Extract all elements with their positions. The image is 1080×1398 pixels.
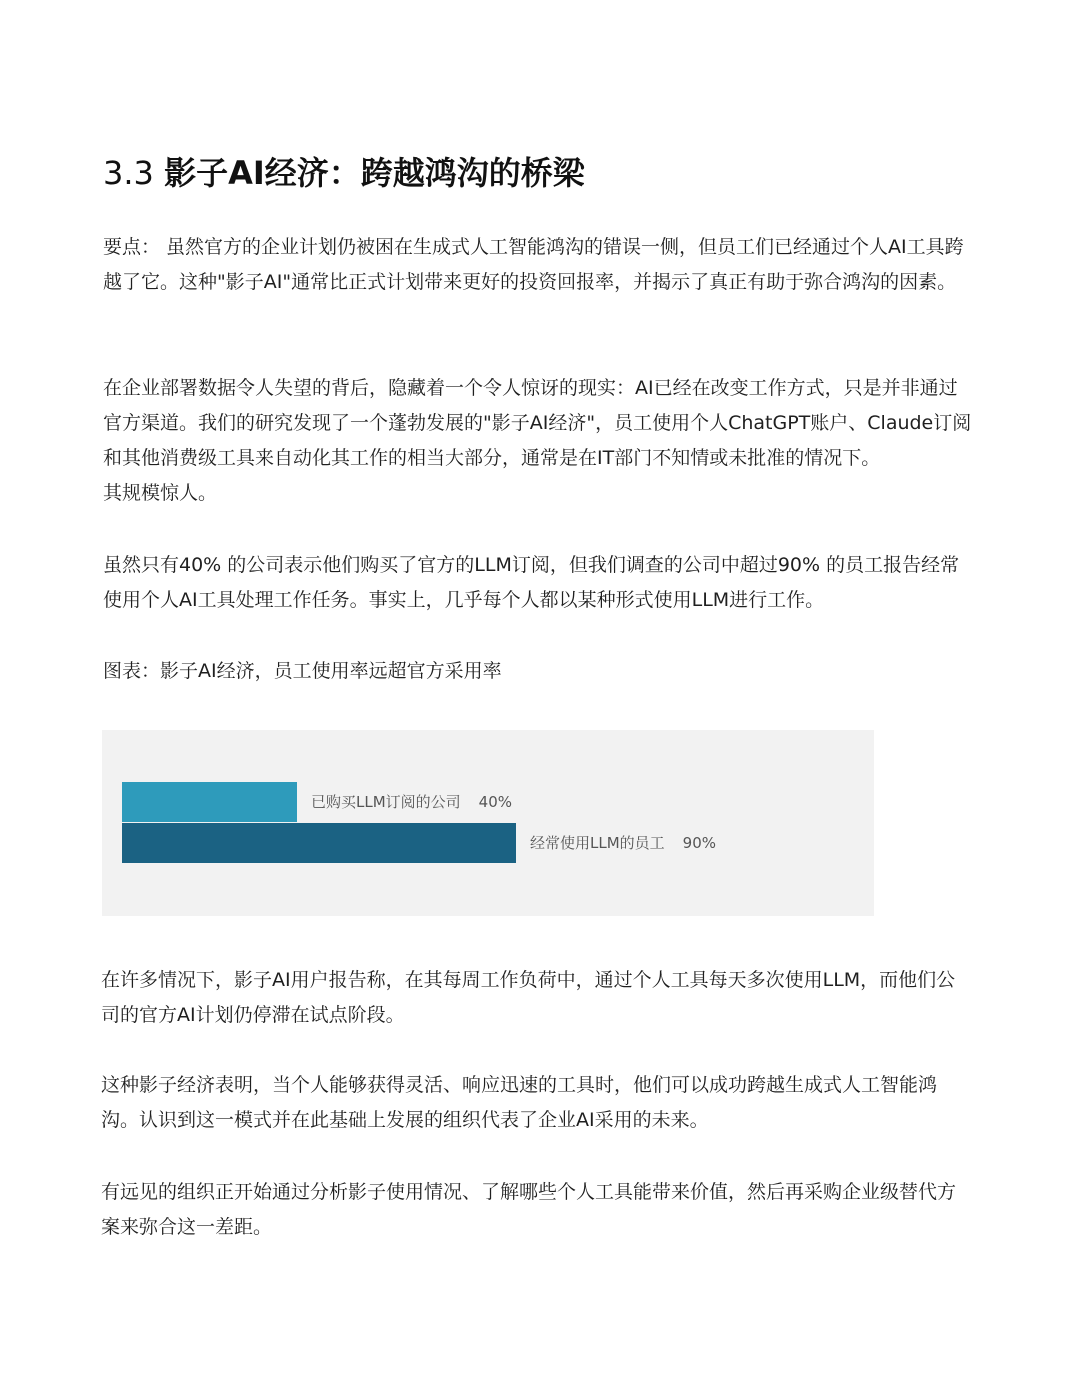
bar-2 <box>122 823 516 863</box>
paragraph-scale-text: 其规模惊人。 <box>103 482 218 504</box>
chart-caption: 图表：影子AI经济，员工使用率远超官方采用率 <box>103 660 502 682</box>
bar-1-value-label: 40% <box>478 793 513 811</box>
bar-1-label: 已购买LLM订阅的公司 <box>311 793 461 811</box>
paragraph-shadow-users: 在许多情况下，影子AI用户报告称，在其每周工作负荷中，通过个人工具每天多次使用LLM，而他们公司的官方AI计划仍停滞在试点阶段。 <box>101 969 956 1026</box>
section-title: 影子AI经济：跨越鸿沟的桥梁 <box>164 154 585 192</box>
bar-2-value-label: 90% <box>682 834 717 852</box>
paragraph-statistics: 虽然只有40% 的公司表示他们购买了官方的LLM订阅，但我们调查的公司中超过90% 的员工报告经常使用个人AI工具处理工作任务。事实上，几乎每个人都以某种形式使用LLM进行工作。 <box>103 554 960 611</box>
section-heading <box>103 150 585 196</box>
bar-2-label: 经常使用LLM的员工 <box>530 834 665 852</box>
bar-chart <box>102 730 874 916</box>
bar-1 <box>122 782 297 822</box>
paragraph-forward-looking: 有远见的组织正开始通过分析影子使用情况、了解哪些个人工具能带来价值，然后再采购企业级替代方案来弥合这一差距。 <box>101 1181 957 1238</box>
paragraph-shadow-reality <box>103 371 975 511</box>
key-point-paragraph: 要点： 虽然官方的企业计划仍被困在生成式人工智能鸿沟的错误一侧，但员工们已经通过个人AI工具跨越了它。这种"影子AI"通常比正式计划带来更好的投资回报率，并揭示了真正有助于弥合鸿沟的因素。 <box>103 236 964 293</box>
paragraph-shadow-reality-text: 在企业部署数据令人失望的背后，隐藏着一个令人惊讶的现实：AI已经在改变工作方式，只是并非通过官方渠道。我们的研究发现了一个蓬勃发展的"影子AI经济"，员工使用个人ChatGPT账户、Claude订阅和其他消费级工具来自动化其工作的相当大部分，通常是在IT部门不知情或未批准的情况下。 <box>103 377 972 469</box>
section-number: 3.3 <box>103 154 154 192</box>
paragraph-shadow-economy: 这种影子经济表明，当个人能够获得灵活、响应迅速的工具时，他们可以成功跨越生成式人工智能鸿沟。认识到这一模式并在此基础上发展的组织代表了企业AI采用的未来。 <box>101 1074 938 1131</box>
